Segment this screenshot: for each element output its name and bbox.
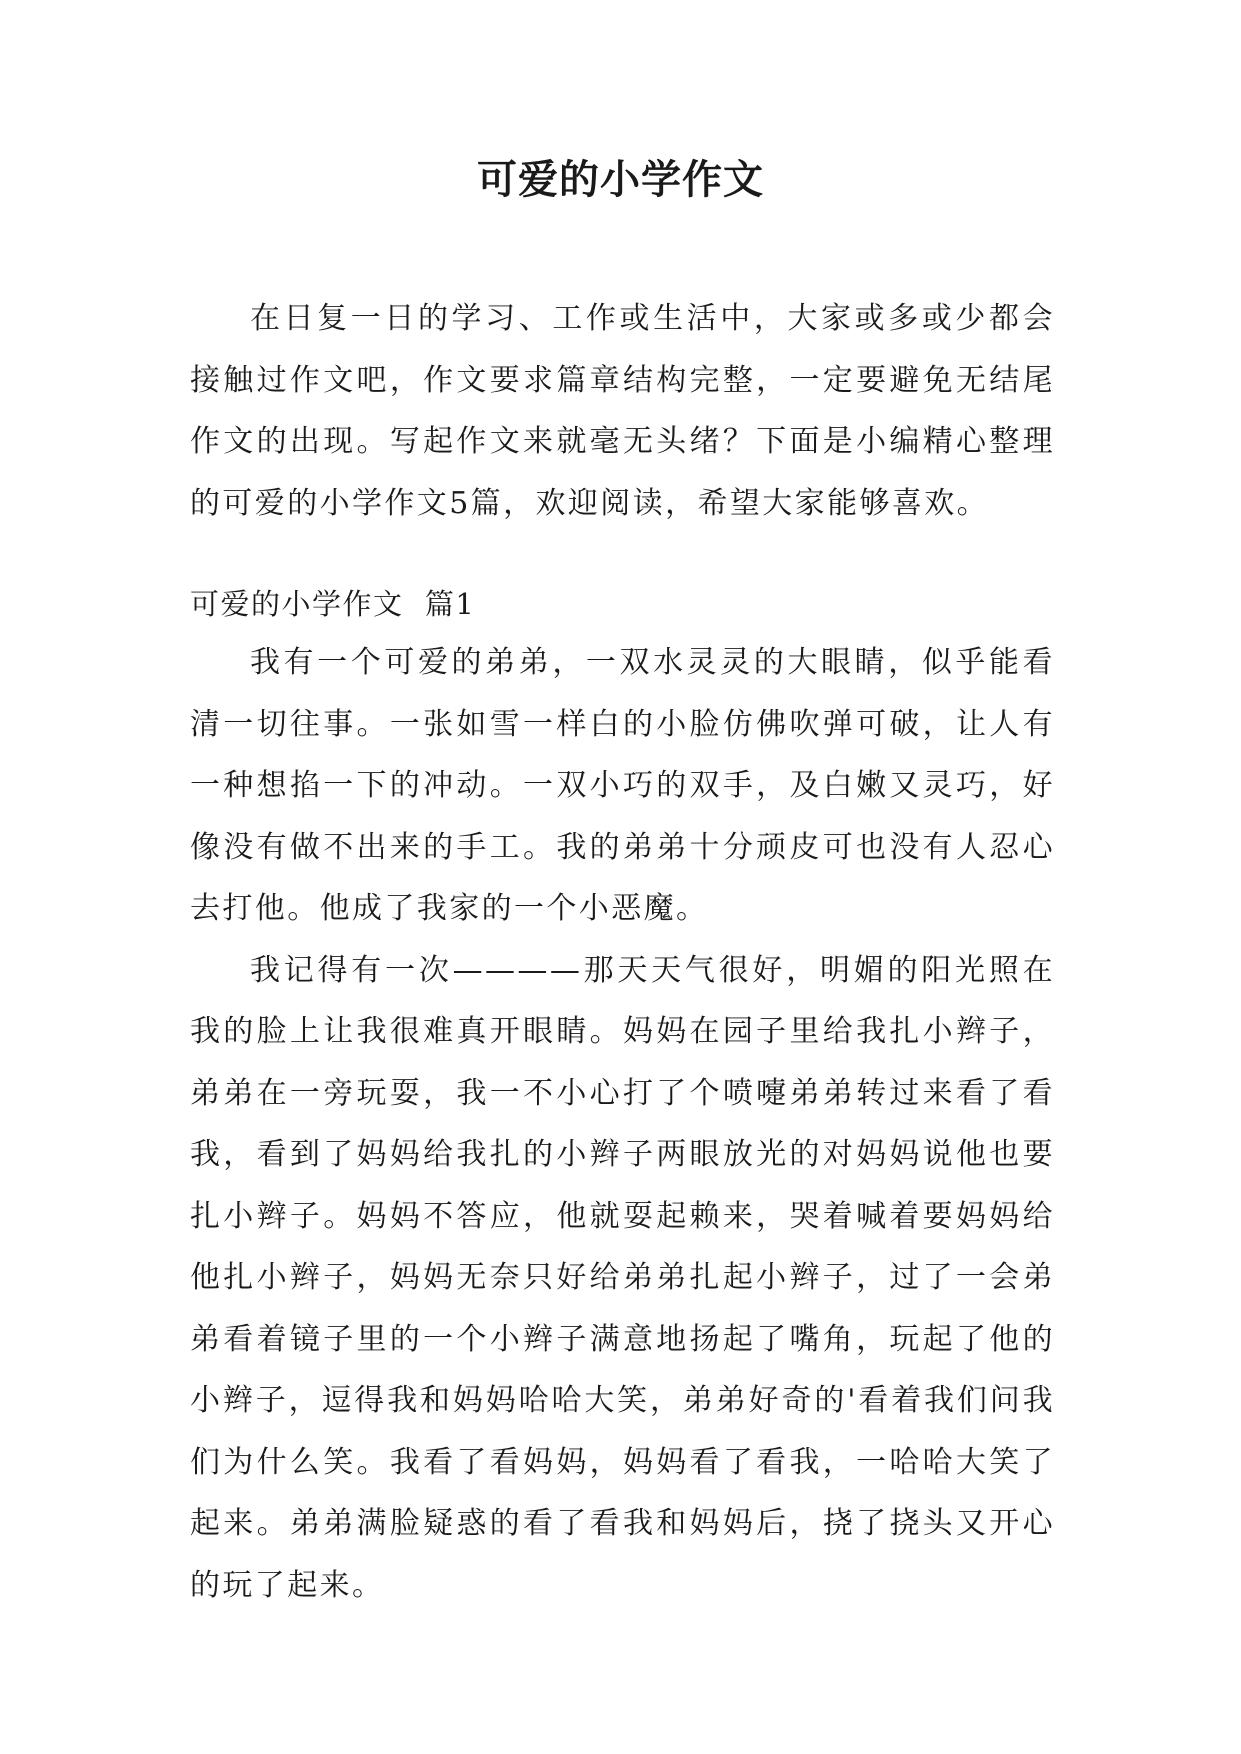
essay-paragraph-1: 我有一个可爱的弟弟，一双水灵灵的大眼睛，似乎能看清一切往事。一张如雪一样白的小脸仿佛吹弹可破，让人有一种想掐一下的冲动。一双小巧的双手，及白嫩又灵巧，好像没有做不出来的手工。我的弟弟十分顽皮可也没有人忍心去打他。他成了我家的一个小恶魔。 (190, 645, 1055, 926)
intro-paragraph-block (190, 288, 1055, 534)
document-title: 可爱的小学作文 (477, 156, 764, 203)
essay-paragraph-2: 我记得有一次————那天天气很好，明媚的阳光照在我的脸上让我很难真开眼睛。妈妈在园子里给我扎小辫子，弟弟在一旁玩耍，我一不小心打了个喷嚏弟弟转过来看了看我，看到了妈妈给我扎的小辫子两眼放光的对妈妈说他也要扎小辫子。妈妈不答应，他就耍起赖来，哭着喊着要妈妈给他扎小辫子，妈妈无奈只好给弟弟扎起小辫子，过了一会弟弟看着镜子里的一个小辫子满意地扬起了嘴角，玩起了他的小辫子，逗得我和妈妈哈哈大笑，弟弟好奇的'看着我们问我们为什么笑。我看了看妈妈，妈妈看了看我，一哈哈大笑了起来。弟弟满脸疑惑的看了看我和妈妈后，挠了挠头又开心的玩了起来。 (190, 952, 1055, 1603)
intro-paragraph: 在日复一日的学习、工作或生活中，大家或多或少都会接触过作文吧，作文要求篇章结构完整，一定要避免无结尾作文的出现。写起作文来就毫无头绪？下面是小编精心整理的可爱的小学作文5篇，欢迎阅读，希望大家能够喜欢。 (190, 301, 1055, 521)
essay-body (190, 632, 1055, 1616)
section-heading: 可爱的小学作文 篇1 (190, 587, 476, 621)
